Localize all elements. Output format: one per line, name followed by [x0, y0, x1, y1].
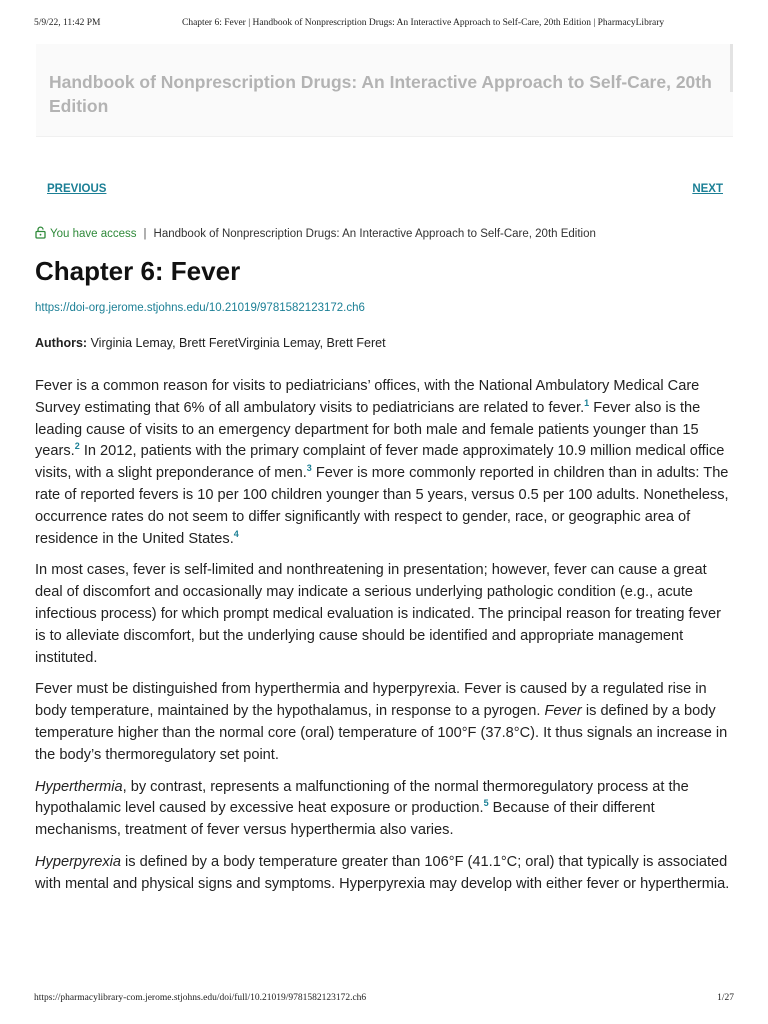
authors-label: Authors:	[35, 336, 88, 350]
paragraph-text: , by contrast, represents a malfunctioning of the normal thermoregulatory process at the hypothalamic level caused by excessive heat exposure or production.	[35, 778, 689, 817]
chapter-title: Chapter 6: Fever	[35, 256, 241, 286]
chapter-body	[35, 376, 735, 906]
print-url: https://pharmacylibrary-com.jerome.stjohns.edu/doi/full/10.21019/9781582123172.ch6	[34, 993, 367, 1003]
access-book-title: Handbook of Nonprescription Drugs: An Interactive Approach to Self-Care, 20th Edition	[153, 228, 596, 240]
print-footer	[34, 993, 734, 1007]
paragraph-3	[35, 679, 735, 766]
reference-link[interactable]: 2	[74, 441, 80, 452]
authors-line	[35, 336, 386, 350]
paragraph-text: Because of their different mechanisms, treatment of fever versus hyperthermia also varies.	[35, 800, 655, 839]
paragraph-text: Fever is more commonly reported in children than in adults: The rate of reported fevers is 10 per 100 children younger than 5 years, versus 0.5 per 100 adults. Nonetheless, occurrence rates do not seem to differ significantly with respect to gender, race, or geographic area of residence in the United States.	[35, 465, 729, 547]
print-page-title: Chapter 6: Fever | Handbook of Nonprescription Drugs: An Interactive Approach to Self-Care, 20th Edition | PharmacyLibrary	[182, 18, 665, 28]
previous-chapter-link[interactable]: PREVIOUS	[47, 183, 107, 195]
defined-term: Hyperpyrexia	[35, 853, 121, 870]
paragraph-text: Fever also is the leading cause of visits to an emergency department for both male and female patients younger than 15 years.	[35, 399, 701, 460]
paragraph-4	[35, 777, 735, 842]
defined-term: Fever	[544, 703, 582, 720]
banner-edge	[730, 44, 733, 92]
reference-link[interactable]: 3	[306, 463, 312, 474]
print-header	[34, 18, 734, 32]
authors-names: Virginia Lemay, Brett FeretVirginia Lemay, Brett Feret	[90, 336, 386, 350]
access-status: You have access	[50, 228, 137, 240]
doi-link[interactable]: https://doi-org.jerome.stjohns.edu/10.21019/9781582123172.ch6	[35, 302, 365, 314]
reference-link[interactable]: 1	[584, 397, 590, 408]
next-chapter-link[interactable]: NEXT	[692, 183, 723, 195]
paragraph-text: is defined by a body temperature higher than the normal core (oral) temperature of 100°F (37.8°C). It thus signals an increase in the body’s thermoregulatory set point.	[35, 703, 728, 763]
book-title[interactable]: Handbook of Nonprescription Drugs: An Interactive Approach to Self-Care, 20th Edition	[49, 72, 712, 116]
access-separator: |	[143, 228, 147, 240]
page-number: 1/27	[717, 993, 734, 1003]
reference-link[interactable]: 4	[233, 528, 239, 539]
lock-icon	[35, 226, 46, 242]
defined-term: Hyperthermia	[35, 778, 123, 795]
access-row	[35, 226, 735, 242]
paragraph-text: is defined by a body temperature greater than 106°F (41.1°C; oral) that typically is associated with mental and physical signs and symptoms. Hyperpyrexia may develop with either fever or hyperthermia.	[35, 853, 730, 892]
paragraph-1	[35, 376, 735, 550]
paragraph-2: In most cases, fever is self-limited and nonthreatening in presentation; however, fever can cause a great deal of discomfort and occasionally may indicate a serious underlying pathologic condition (e.g., acute infectious process) for which prompt medical evaluation is indicated. The principal reason for treating fever is to alleviate discomfort, but the underlying cause should be identified and appropriate management instituted.	[35, 562, 721, 666]
paragraph-text: Fever must be distinguished from hyperthermia and hyperpyrexia. Fever is caused by a regulated rise in body temperature, maintained by the hypothalamus, in response to a pyrogen.	[35, 681, 707, 720]
reference-link[interactable]: 5	[483, 798, 489, 809]
paragraph-text: In 2012, patients with the primary complaint of fever made approximately 10.9 million medical office visits, with a slight preponderance of men.	[35, 443, 725, 482]
paragraph-5	[35, 852, 735, 896]
paragraph-text: Fever is a common reason for visits to pediatricians’ offices, with the National Ambulatory Medical Care Survey estimating that 6% of all ambulatory visits to pediatricians are related to fever.	[35, 378, 700, 416]
print-datetime: 5/9/22, 11:42 PM	[34, 18, 101, 28]
